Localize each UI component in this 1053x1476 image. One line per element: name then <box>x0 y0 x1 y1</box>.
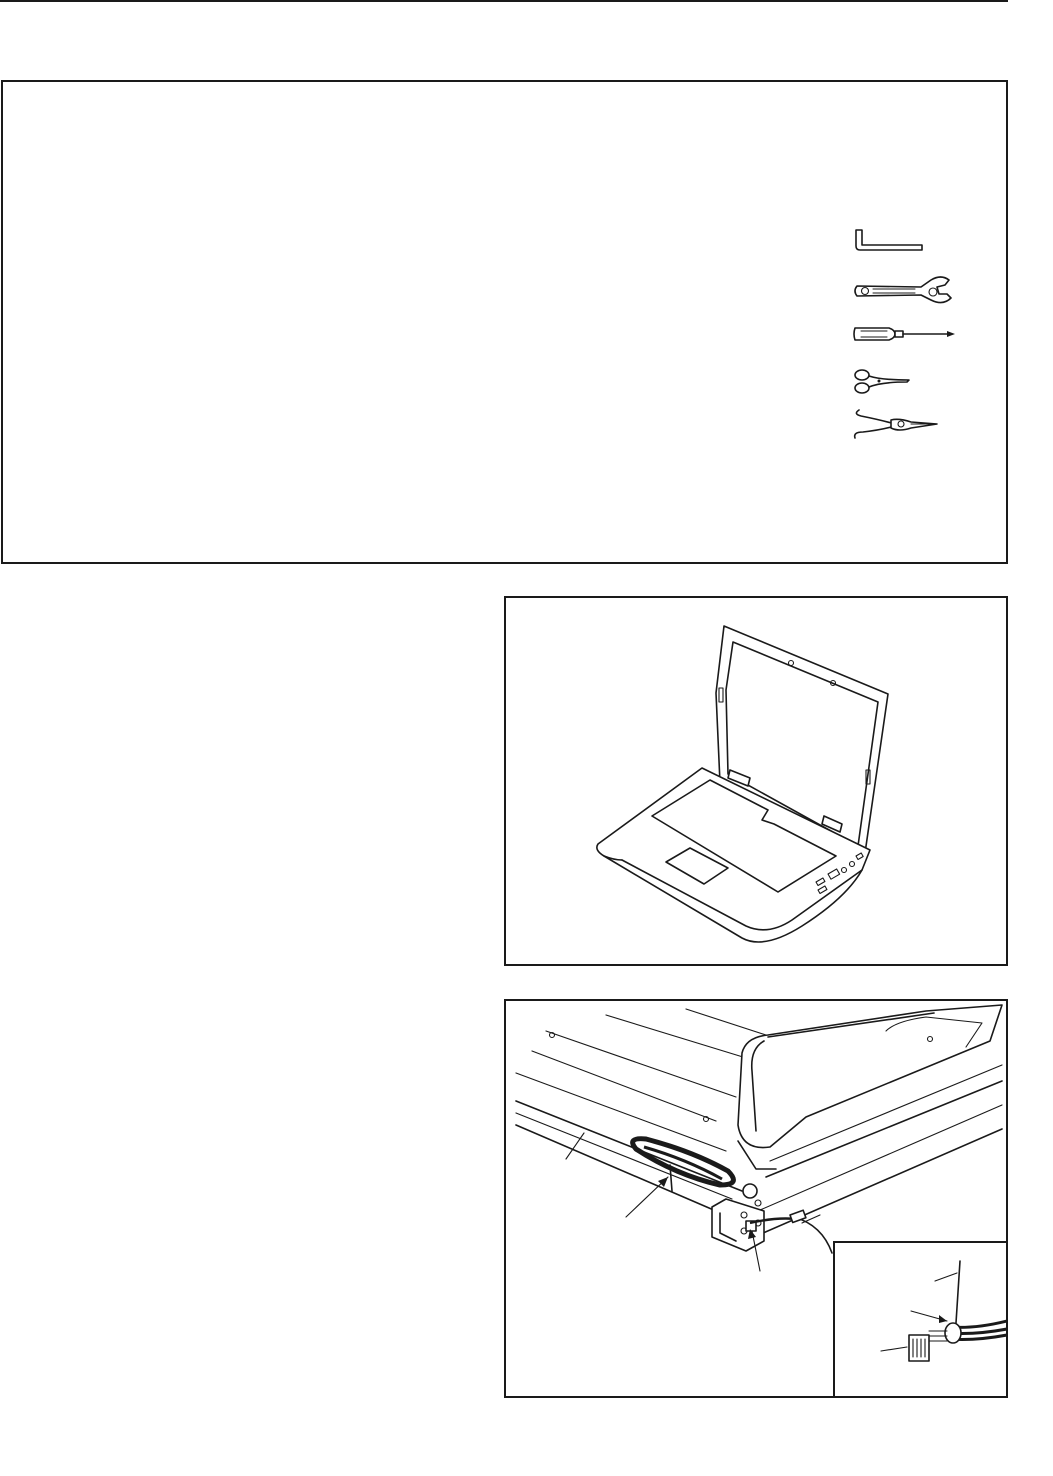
treadmill-box <box>504 999 1008 1398</box>
laptop-box <box>504 596 1008 966</box>
laptop-computer-illustration <box>506 598 1006 964</box>
top-rule <box>0 0 1008 2</box>
scissors-icon <box>851 366 921 396</box>
hex-key-icon <box>848 224 928 254</box>
tools-box <box>1 80 1008 564</box>
phillips-screwdriver-icon <box>851 320 961 348</box>
needlenose-pliers-icon <box>851 406 951 442</box>
wire-harness-inset <box>833 1241 1008 1398</box>
adjustable-wrench-icon <box>851 272 961 312</box>
